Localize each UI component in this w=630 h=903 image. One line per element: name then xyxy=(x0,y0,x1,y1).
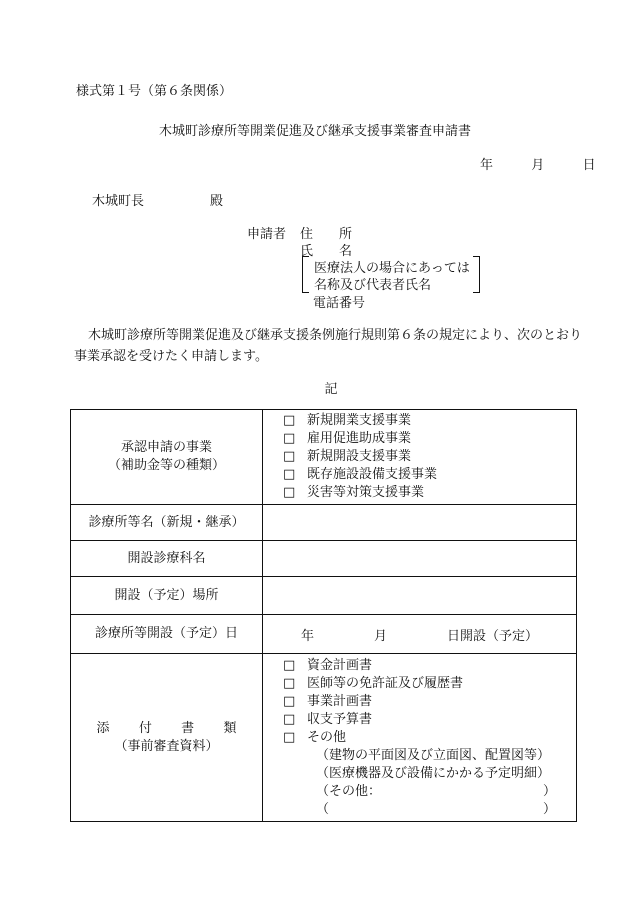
other-building-plans: （建物の平面図及び立面図、配置図等） xyxy=(316,747,551,763)
right-bracket xyxy=(473,256,480,293)
date-day-label: 日 xyxy=(582,158,596,173)
addressee-honorific: 殿 xyxy=(210,194,224,209)
application-statement: 木城町診療所等開業促進及び継承支援条例施行規則第６条の規定により、次のとおり事業承認を受けたく申請します。 xyxy=(74,328,583,364)
table-row xyxy=(71,505,577,541)
project-type-options xyxy=(263,410,577,505)
addressee xyxy=(92,190,224,209)
addressee-name: 木城町長 xyxy=(92,194,145,209)
department-label: 開設診療科名 xyxy=(71,541,263,577)
opening-date-label: 診療所等開設（予定）日 xyxy=(71,615,263,654)
checkbox-employment[interactable]: □ 雇用促進助成事業 xyxy=(283,431,412,446)
date-month-label: 月 xyxy=(531,158,545,173)
checkbox-new-opening[interactable]: □ 新規開業支援事業 xyxy=(283,413,412,428)
checkbox-disaster[interactable]: □ 災害等対策支援事業 xyxy=(283,485,425,500)
ki-marker: 記 xyxy=(324,382,338,397)
opening-date-field[interactable]: 年 月 日開設（予定） xyxy=(263,615,577,654)
checkbox-other[interactable]: □ その他 xyxy=(283,729,347,745)
location-field[interactable] xyxy=(263,577,577,615)
checkbox-license[interactable]: □ 医師等の免許証及び履歴書 xyxy=(283,675,464,691)
name-label: 氏 名 xyxy=(300,244,353,259)
left-bracket xyxy=(302,256,309,293)
corp-note-line1: 医療法人の場合にあっては xyxy=(314,261,470,276)
location-label: 開設（予定）場所 xyxy=(71,577,263,615)
checkbox-business-plan[interactable]: □ 事業計画書 xyxy=(283,693,373,709)
attachments-options xyxy=(263,654,577,822)
table-row xyxy=(71,577,577,615)
checkbox-funding-plan[interactable]: □ 資金計画書 xyxy=(283,657,373,673)
table-row xyxy=(71,615,577,654)
date-year-label: 年 xyxy=(480,158,494,173)
application-table xyxy=(70,409,577,822)
other-equipment: （医療機器及び設備にかかる予定明細） xyxy=(316,765,551,781)
corporation-note xyxy=(302,256,480,291)
attachments-label: 添 付 書 類 （事前審査資料） xyxy=(71,654,263,822)
phone-label: 電話番号 xyxy=(313,296,366,311)
department-field[interactable] xyxy=(263,541,577,577)
address-label: 住 所 xyxy=(300,227,353,242)
checkbox-existing-facility[interactable]: □ 既存施設設備支援事業 xyxy=(283,467,438,482)
checkbox-new-establishment[interactable]: □ 新規開設支援事業 xyxy=(283,449,412,464)
corp-note-line2: 名称及び代表者氏名 xyxy=(314,278,432,293)
other-specify[interactable]: （その他： ） xyxy=(316,783,556,799)
table-row xyxy=(71,410,577,505)
checkbox-budget[interactable]: □ 収支予算書 xyxy=(283,711,373,727)
application-date xyxy=(480,154,596,173)
table-row xyxy=(71,541,577,577)
clinic-name-label: 診療所等名（新規・継承） xyxy=(71,505,263,541)
form-title: 木城町診療所等開業促進及び継承支援事業審査申請書 xyxy=(158,124,471,139)
applicant-label: 申請者 xyxy=(247,227,287,242)
clinic-name-field[interactable] xyxy=(263,505,577,541)
table-row xyxy=(71,654,577,822)
other-blank[interactable]: （ ） xyxy=(316,801,556,817)
project-type-label: 承認申請の事業 （補助金等の種類） xyxy=(71,410,263,505)
form-number: 様式第１号（第６条関係） xyxy=(76,84,233,99)
